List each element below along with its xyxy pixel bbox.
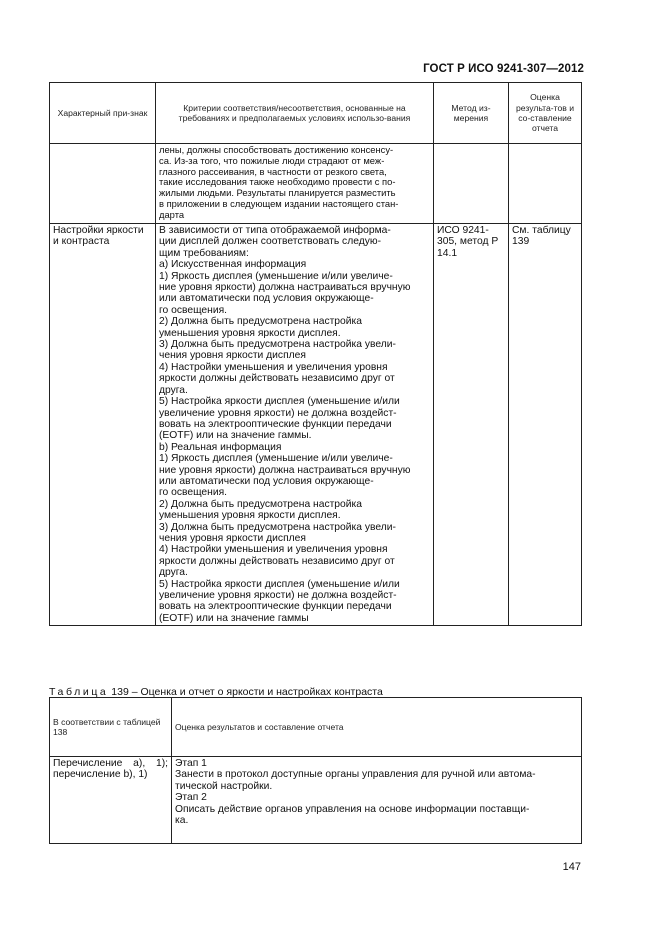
text-line: Описать действие органов управления на основе информации поставщи- bbox=[175, 803, 530, 815]
text-line: или автоматически под условия окружающе- bbox=[159, 293, 374, 305]
criteria-table bbox=[49, 82, 582, 626]
text-line: ка. bbox=[175, 815, 189, 827]
table-header-row bbox=[50, 83, 582, 144]
text-line: ние уровня яркости) должна настраиваться вручную bbox=[159, 282, 411, 294]
text-line: уменьшения уровня яркости дисплея. bbox=[159, 327, 341, 339]
text-line: увеличение уровня яркости) не должна воздейст- bbox=[159, 590, 397, 601]
text-line: Занести в протокол доступные органы управления для ручной или автома- bbox=[175, 769, 536, 781]
text-line: (EOTF) или на значение гаммы bbox=[159, 612, 309, 624]
caption-label: Таблица bbox=[49, 686, 109, 698]
text-line: такие исследования также необходимо провести с по- bbox=[159, 176, 396, 188]
col-header-reference: В соответствии с таблицей 138 bbox=[50, 698, 172, 757]
text-line: В зависимости от типа отображаемой информа- bbox=[159, 225, 391, 236]
criteria-cell bbox=[156, 224, 434, 626]
text-line: уменьшения уровня яркости дисплея. bbox=[159, 510, 341, 522]
method-cell: ИСО 9241-305, метод Р 14.1 bbox=[434, 224, 509, 626]
reference-cell: Перечисление а), 1); перечисление b), 1) bbox=[50, 757, 172, 844]
text-line: b) Реальная информация bbox=[159, 441, 282, 453]
text-line: щим требованиям: bbox=[159, 247, 249, 259]
text-line: 3) Должна быть предусмотрена настройка увели- bbox=[159, 521, 396, 533]
text-line: го освещения. bbox=[159, 304, 228, 316]
continuation-row bbox=[50, 144, 582, 224]
text-line: 2) Должна быть предусмотрена настройка bbox=[159, 316, 362, 328]
text-line: 3) Должна быть предусмотрена настройка увели- bbox=[159, 339, 396, 351]
text-line: глазного рассеивания, в частности от резкого света, bbox=[159, 165, 387, 177]
table-row bbox=[50, 757, 582, 844]
col-header-feature: Характерный при-знак bbox=[50, 83, 156, 144]
table-header-row bbox=[50, 698, 582, 757]
text-line: ции дисплей должен соответствовать следую- bbox=[159, 236, 382, 248]
text-line: лены, должны способствовать достижению консенсу- bbox=[159, 144, 394, 155]
text-line: 4) Настройки уменьшения и увеличения уровня bbox=[159, 361, 388, 373]
assessment-cell: См. таблицу 139 bbox=[509, 224, 582, 626]
table-row bbox=[50, 224, 582, 626]
text-line: друга. bbox=[159, 567, 188, 579]
text-line: жилыми людьми. Результаты планируется разместить bbox=[159, 187, 396, 199]
text-line: вовать на электрооптические функции передачи bbox=[159, 601, 392, 613]
feature-cell: Настройки яркости и контраста bbox=[50, 224, 156, 626]
text-line: яркости должны действовать независимо друг от bbox=[159, 373, 395, 385]
text-line: 4) Настройки уменьшения и увеличения уровня bbox=[159, 544, 388, 556]
text-line: 5) Настройка яркости дисплея (уменьшение и/или bbox=[159, 396, 400, 408]
text-line: чения уровня яркости дисплея bbox=[159, 350, 306, 362]
text-line: Этап 2 bbox=[175, 792, 207, 804]
text-line: са. Из-за того, что пожилые люди страдают от меж- bbox=[159, 154, 385, 166]
text-line: или автоматически под условия окружающе- bbox=[159, 475, 374, 487]
standard-header: ГОСТ Р ИСО 9241-307—2012 bbox=[423, 63, 584, 75]
text-line: 5) Настройка яркости дисплея (уменьшение и/или bbox=[159, 578, 400, 590]
text-line: Этап 1 bbox=[175, 758, 207, 769]
text-line: дарта bbox=[159, 208, 185, 220]
page-number: 147 bbox=[562, 861, 581, 873]
continuation-text bbox=[156, 144, 434, 224]
text-line: 2) Должна быть предусмотрена настройка bbox=[159, 498, 362, 510]
col-header-criteria: Критерии соответствия/несоответствия, основанные на требованиях и предполагаемых условиях использо-вания bbox=[156, 83, 434, 144]
caption-text: 139 – Оценка и отчет о яркости и настройках контраста bbox=[111, 686, 383, 698]
text-line: ние уровня яркости) должна настраиваться вручную bbox=[159, 464, 411, 476]
text-line: в приложении в следующем издании настоящего стан- bbox=[159, 197, 399, 209]
report-cell bbox=[172, 757, 582, 844]
col-header-report: Оценка результатов и составление отчета bbox=[172, 698, 582, 757]
text-line: вовать на электрооптические функции передачи bbox=[159, 418, 392, 430]
text-line: а) Искусственная информация bbox=[159, 259, 307, 271]
text-line: чения уровня яркости дисплея bbox=[159, 532, 306, 544]
text-line: го освещения. bbox=[159, 487, 228, 499]
text-line: друга. bbox=[159, 384, 188, 396]
text-line: (EOTF) или на значение гаммы. bbox=[159, 430, 312, 442]
col-header-assessment: Оценка результа-тов и со-ставление отчета bbox=[509, 83, 582, 144]
text-line: 1) Яркость дисплея (уменьшение и/или увеличе- bbox=[159, 453, 393, 465]
text-line: тической настройки. bbox=[175, 780, 273, 792]
assessment-table bbox=[49, 697, 582, 844]
text-line: яркости должны действовать независимо друг от bbox=[159, 555, 395, 567]
text-line: 1) Яркость дисплея (уменьшение и/или увеличе- bbox=[159, 270, 393, 282]
col-header-method: Метод из-мерения bbox=[434, 83, 509, 144]
text-line: увеличение уровня яркости) не должна воздейст- bbox=[159, 407, 397, 419]
